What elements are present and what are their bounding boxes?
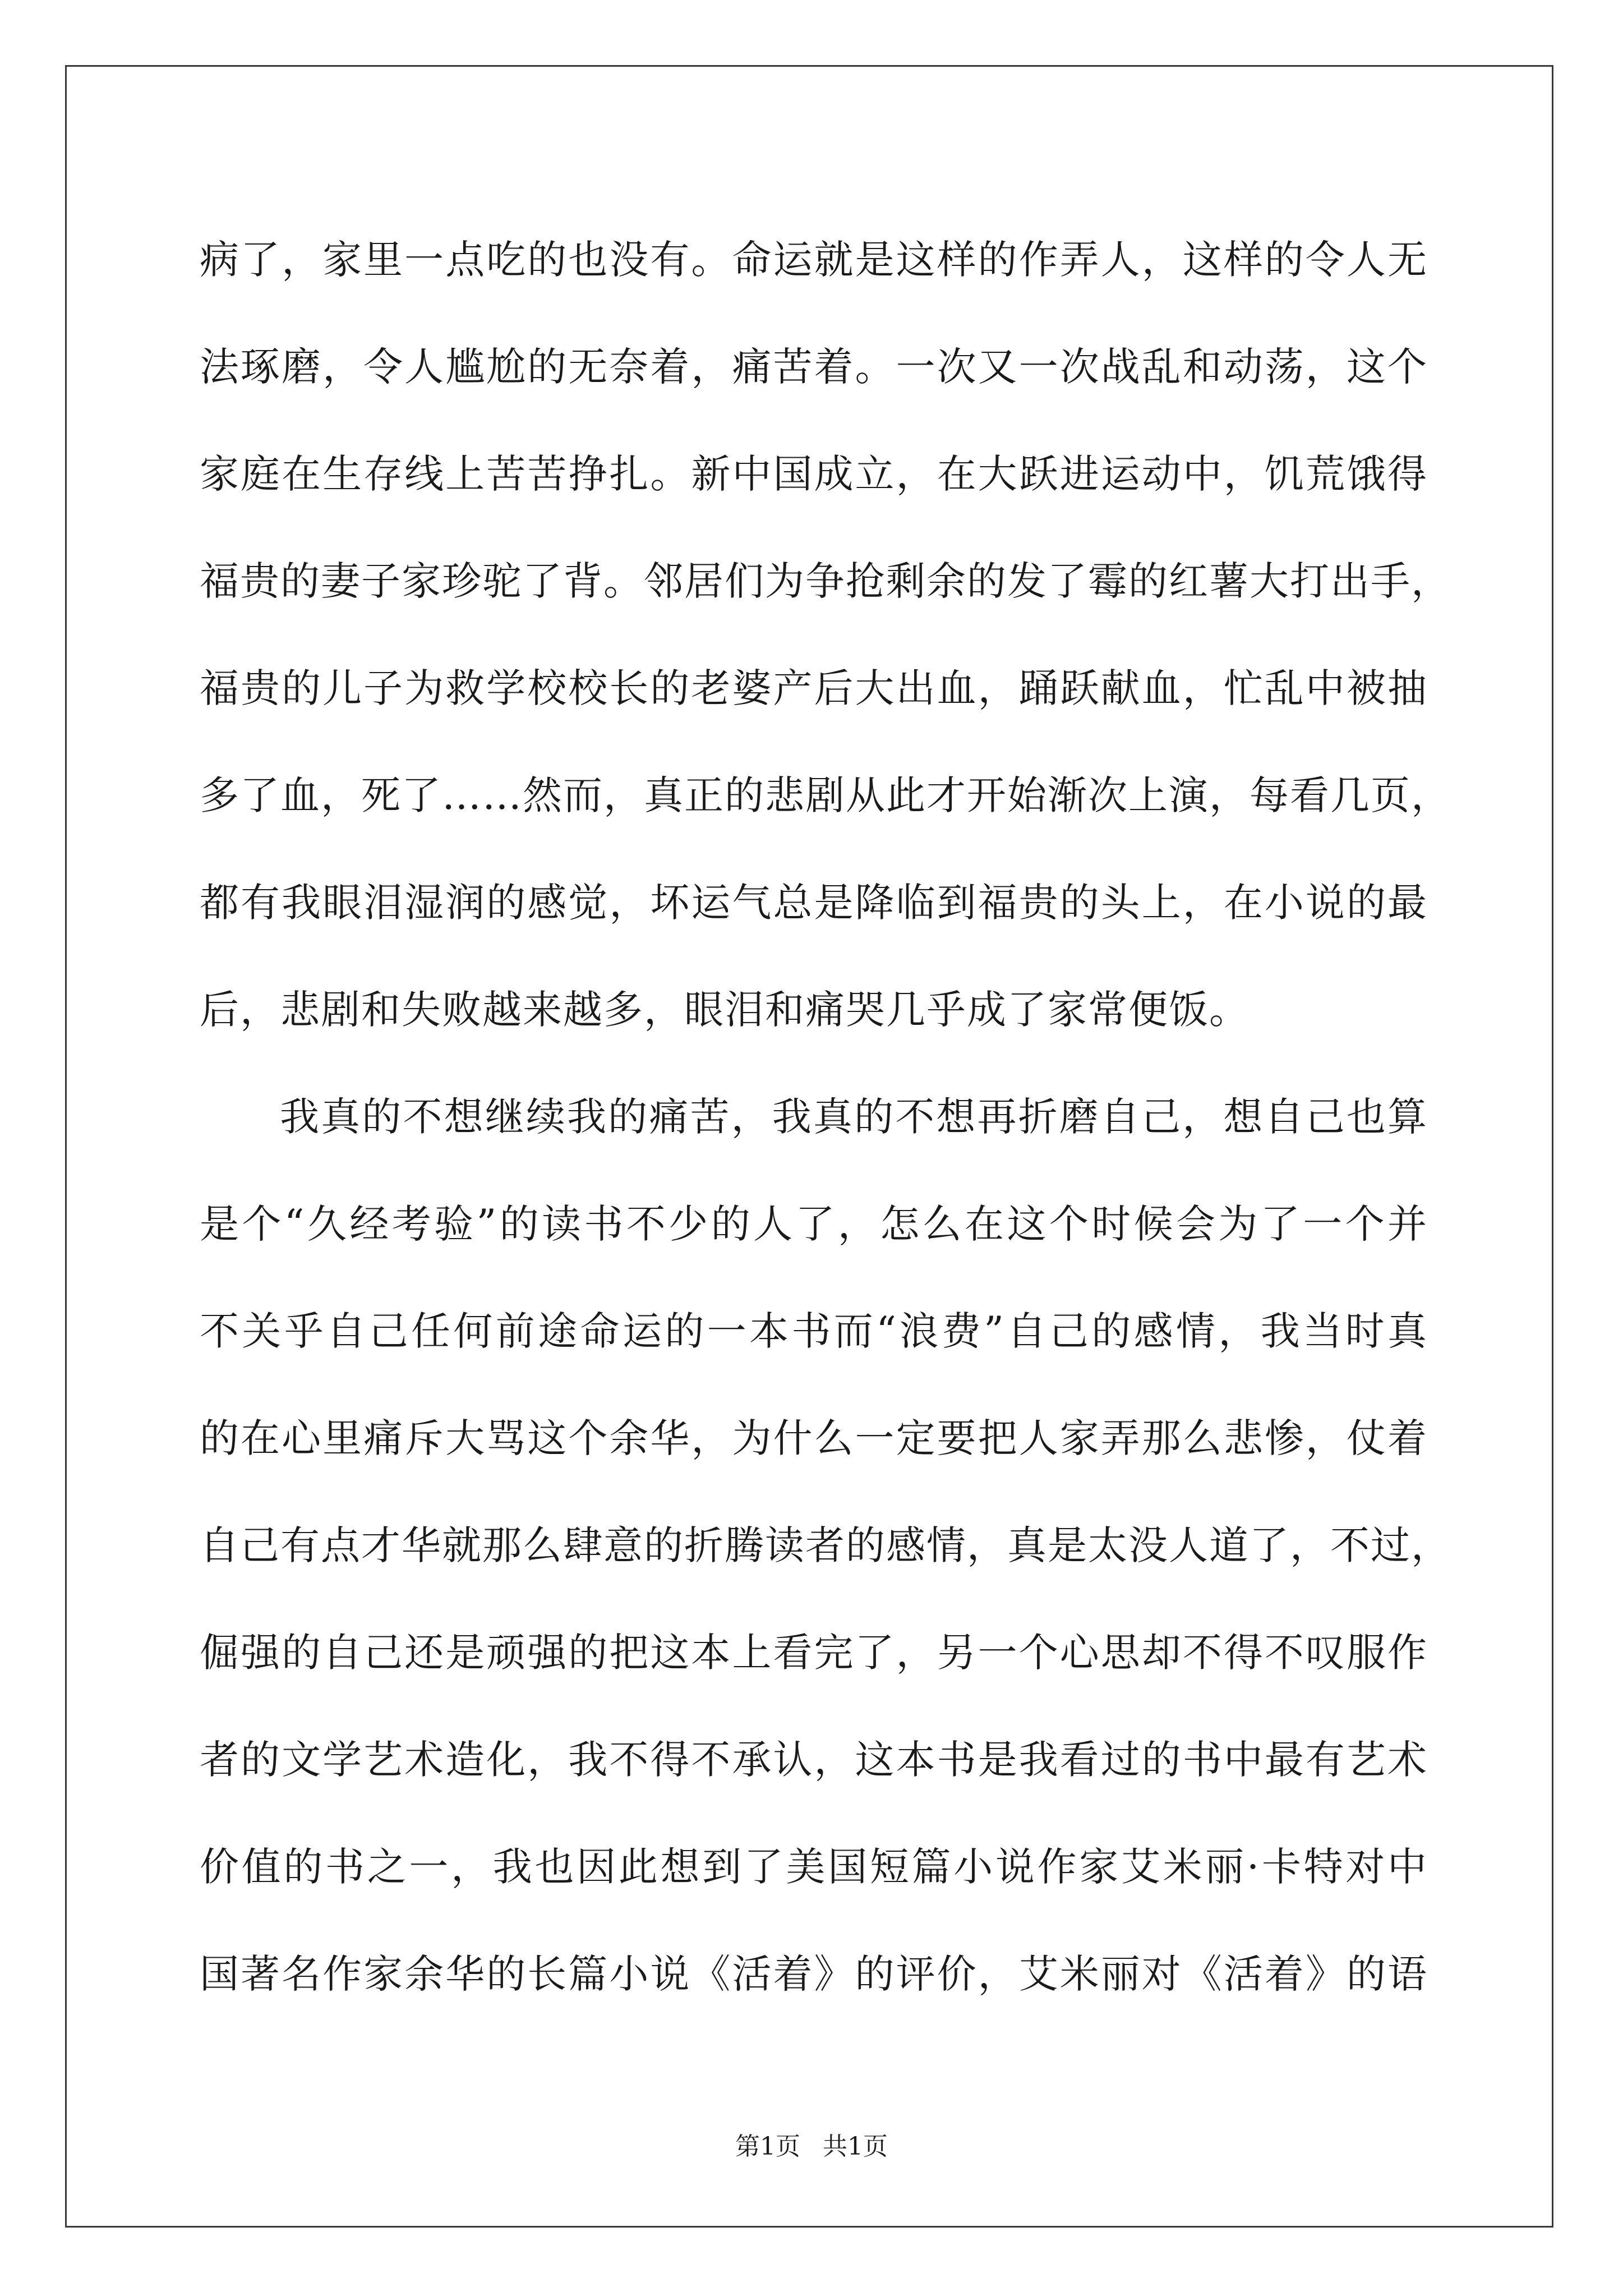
- text-line: 都有我眼泪湿润的感觉，坏运气总是降临到福贵的头上，在小说的最: [200, 880, 1428, 926]
- page-number: 第1页: [735, 2132, 800, 2161]
- page-total: 共1页: [823, 2132, 888, 2161]
- text-line: 的在心里痛斥大骂这个余华，为什么一定要把人家弄那么悲惨，仗着: [200, 1415, 1428, 1461]
- text-line: 多了血，死了……然而，真正的悲剧从此才开始渐次上演，每看几页，: [200, 772, 1451, 818]
- text-line: 病了，家里一点吃的也没有。命运就是这样的作弄人，这样的令人无: [200, 237, 1428, 283]
- text-line: 福贵的妻子家珍驼了背。邻居们为争抢剩余的发了霉的红薯大打出手，: [200, 558, 1451, 604]
- text-line: 家庭在生存线上苦苦挣扎。新中国成立，在大跃进运动中，饥荒饿得: [200, 451, 1428, 497]
- text-line: 自己有点才华就那么肆意的折腾读者的感情，真是太没人道了，不过，: [200, 1522, 1451, 1568]
- text-line: 国著名作家余华的长篇小说《活着》的评价，艾米丽对《活着》的语: [200, 1951, 1428, 1997]
- text-line: 福贵的儿子为救学校校长的老婆产后大出血，踊跃献血，忙乱中被抽: [200, 665, 1428, 711]
- text-line-paragraph-end: 后，悲剧和失败越来越多，眼泪和痛哭几乎成了家常便饭。: [200, 987, 1249, 1033]
- text-line: 价值的书之一，我也因此想到了美国短篇小说作家艾米丽·卡特对中: [200, 1844, 1428, 1890]
- document-body: [200, 206, 1451, 2028]
- text-line: 者的文学艺术造化，我不得不承认，这本书是我看过的书中最有艺术: [200, 1737, 1428, 1783]
- text-line-paragraph-start: 我真的不想继续我的痛苦，我真的不想再折磨自己，想自己也算: [280, 1094, 1428, 1140]
- page-footer: [0, 2126, 1623, 2162]
- text-line: 不关乎自己任何前途命运的一本书而“浪费”自己的感情，我当时真: [200, 1308, 1428, 1354]
- text-line: 法琢磨，令人尴尬的无奈着，痛苦着。一次又一次战乱和动荡，这个: [200, 344, 1428, 390]
- text-line: 是个“久经考验”的读书不少的人了，怎么在这个时候会为了一个并: [200, 1201, 1428, 1247]
- text-line: 倔强的自己还是顽强的把这本上看完了，另一个心思却不得不叹服作: [200, 1630, 1428, 1676]
